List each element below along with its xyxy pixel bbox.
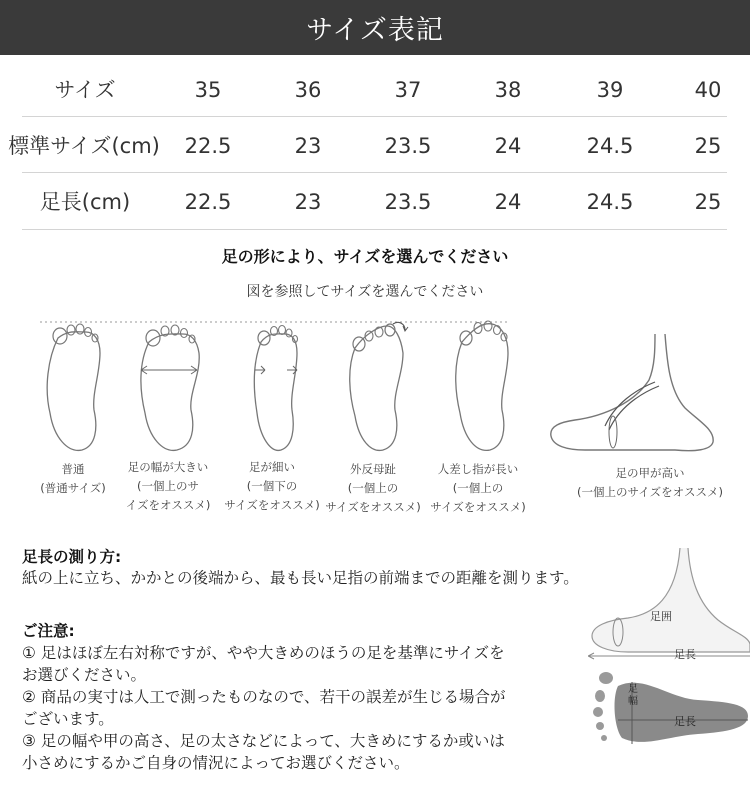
caption-bunion: 外反母趾 (一個上の サイズをオススメ) xyxy=(325,462,421,514)
caption-long-toe: 人差し指が長い (一個上の サイズをオススメ) xyxy=(430,462,526,514)
note-line: ② 商品の実寸は人工で測ったものなので、若干の誤差が生じる場合が xyxy=(22,688,506,706)
narrow-foot-icon xyxy=(245,318,305,458)
foot-side-diagram-icon xyxy=(588,548,750,668)
wide-foot-icon xyxy=(135,318,205,458)
foot-shape-note: 図を参照してサイズを選んでください xyxy=(246,284,484,300)
table-cell: 23 xyxy=(294,134,322,158)
table-cell: 25 xyxy=(694,134,722,158)
table-cell: 24.5 xyxy=(586,134,634,158)
table-row-standard-size xyxy=(0,118,750,174)
long-second-toe-foot-icon xyxy=(448,318,518,458)
notes-body xyxy=(22,642,602,774)
table-cell: 23.5 xyxy=(384,190,432,214)
normal-foot-icon xyxy=(38,318,108,458)
table-cell: 39 xyxy=(596,78,624,102)
row-label: 足長(cm) xyxy=(39,190,131,214)
table-row-foot-length xyxy=(0,174,750,230)
notes-title: ご注意: xyxy=(22,622,75,640)
table-row-size xyxy=(0,62,750,118)
table-cell: 37 xyxy=(394,78,422,102)
row-divider xyxy=(22,172,727,173)
table-cell: 40 xyxy=(694,78,722,102)
caption-wide: 足の幅が大きい (一個上のサ イズをオススメ) xyxy=(125,460,211,512)
row-divider xyxy=(22,229,727,230)
note-line: お選びください。 xyxy=(22,666,147,684)
high-instep-foot-icon xyxy=(545,330,725,460)
row-label: サイズ xyxy=(54,78,116,102)
measure-title: 足長の測り方: xyxy=(22,548,122,566)
caption-narrow: 足が細い (一個下の サイズをオススメ) xyxy=(224,460,320,512)
table-cell: 24.5 xyxy=(586,190,634,214)
note-line: ございます。 xyxy=(22,710,114,728)
note-line: ③ 足の幅や甲の高さ、足の太さなどによって、大きめにするか或いは xyxy=(22,732,505,750)
page-title: サイズ表記 xyxy=(306,15,444,46)
footprint-diagram-icon xyxy=(588,668,750,748)
table-cell: 35 xyxy=(194,78,222,102)
table-cell: 24 xyxy=(494,190,522,214)
table-cell: 23 xyxy=(294,190,322,214)
row-label: 標準サイズ(cm) xyxy=(8,134,160,158)
table-cell: 24 xyxy=(494,134,522,158)
table-cell: 36 xyxy=(294,78,322,102)
measure-text: 紙の上に立ち、かかとの後端から、最も長い足指の前端までの距離を測ります。 xyxy=(22,569,579,587)
table-cell: 23.5 xyxy=(384,134,432,158)
table-cell: 38 xyxy=(494,78,522,102)
caption-high-instep: 足の甲が高い (一個上のサイズをオススメ) xyxy=(577,466,723,499)
bunion-foot-icon xyxy=(343,318,413,458)
table-cell: 22.5 xyxy=(184,190,232,214)
caption-normal: 普通 (普通サイズ) xyxy=(40,462,106,495)
table-cell: 25 xyxy=(694,190,722,214)
girth-label: 足囲 xyxy=(650,610,672,623)
length-label-2: 足長 xyxy=(674,715,696,728)
table-cell: 22.5 xyxy=(184,134,232,158)
length-label: 足長 xyxy=(674,648,696,661)
width-label: 足幅 xyxy=(628,684,638,707)
row-divider xyxy=(22,116,727,117)
note-line: ① 足はほぼ左右対称ですが、やや大きめのほうの足を基準にサイズを xyxy=(22,644,505,662)
header-bar xyxy=(0,0,750,55)
foot-shape-title: 足の形により、サイズを選んでください xyxy=(221,247,509,266)
note-line: 小さめにするかご自身の情況によってお選びください。 xyxy=(22,754,410,772)
